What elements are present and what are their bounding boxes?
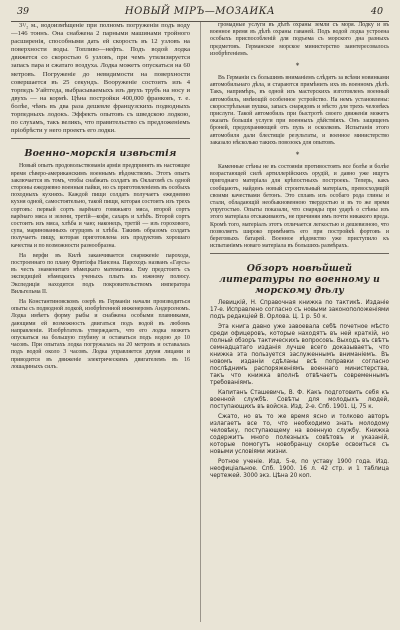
news-paragraph: На верфи въ Килѣ заканчивается снаряженіе парохода, построеннаго по плану Фритіофа Нансена. Пароходъ названъ «Гаусъ» въ честь знаменитаго нѣмецкаго математика. Ему предстоитъ съ экспедиціей нѣмецкихъ ученыхъ плыть къ южному полюсу. Экспедиція находится подъ покровительствомъ императора Вильгельма II.	[11, 252, 190, 295]
right-column	[210, 22, 389, 622]
page-number-right: 40	[370, 6, 383, 17]
review-entry: Ротное ученіе. Изд. 5-е, по уставу 1900 года. Изд. неофиціальное. Спб. 1900. 16 л. 42 стр. и 1 таблица чертежей. 3000 экз. Цѣна 20 коп.	[210, 459, 389, 480]
news-paragraph: На Константиновскомъ озерѣ въ Германіи начали производиться опыты съ подводной лодкой, изобрѣтенной инженеромъ Андерсеномъ. Лодка имѣетъ форму рыбы и снабжена особыми плавниками, дающими ей возможность двигаться подъ водой въ любомъ направленіи. Изобрѣтатель утверждаетъ, что его лодка можетъ опускаться на большую глубину и оставаться подъ водою до 10 часовъ. При опытахъ лодка погружалась на 20 метровъ и оставалась подъ водой около 3 часовъ. Лодка управляется двумя лицами и приводится въ движеніе электрическимъ двигателемъ въ 16 лошадиныхъ силъ.	[11, 298, 190, 370]
separator-stars: *	[295, 62, 304, 71]
naval-news-body	[11, 163, 190, 371]
section-heading-naval-news: Военно-морскія извѣстія	[24, 148, 177, 160]
page-number-left: 39	[17, 6, 30, 17]
submarine-continuation-paragraph: 3¹/₂ м., водоизмѣщеніе при полномъ погруженіи подъ воду—146 тоннъ. Она снабжена 2 парными машинами тройного расширенія, способными дать ей скорость въ 12 узловъ на поверхности воды. Топливо—нефть. Подъ водой лодка движется со скоростью 6 узловъ, при чемъ утилизируется запасъ пара и сжатаго воздуха. Лодка можетъ опускаться на 60 метровъ. Погруженіе до невидимости на поверхности совершается въ 25 секундъ. Вооруженіе состоитъ изъ 4 торпедъ Уайтгеда, выбрасываемыхъ изъ двухъ трубъ на носу и двухъ — на кормѣ. Цѣна постройки 400,000 франковъ, т. е. болѣе, чѣмъ въ два раза дешевле французскихъ подводныхъ торпедныхъ лодокъ. Эффектъ опытовъ съ шведскою лодкою, по слухамъ, такъ великъ, что правительство съ предложеніемъ пріобрѣсти у него проектъ его лодки.	[11, 22, 190, 135]
news-paragraph: Новый опытъ продовольствованія арміи предпринятъ въ настоящее время сѣверо-американскимъ военнымъ вѣдомствомъ. Этотъ опытъ заключается въ томъ, чтобы снабжать солдатъ въ Оклагомѣ съ одной стороны ежедневно военныя пайки, но съ приготовленіемъ въ особыхъ походныхъ кухняхъ. Каждой пищи солдатъ получаетъ ежедневно кухня одной, самостоятельно, такой пищи, которая состоитъ изъ трехъ сортовъ: первый сортъ варёнаго говяжьяго мяса, второй сортъ варёнаго мяса и зелени, третій—кофе, сахаръ и хлѣбъ. Второй сортъ состоитъ изъ мяса, хлѣба и чаю; наконецъ, третій — изъ горохового, супа, маринованныхъ огурцовъ и хлѣба. Такимъ образомъ солдатъ получаетъ пищу, которая приготовлена изъ продуктовъ хорошаго качества и по возможности разнообразна.	[11, 163, 190, 249]
review-body	[210, 300, 389, 480]
section-divider	[210, 253, 389, 257]
news-paragraph: Каменные стѣны не въ состояніи противостоять все болѣе и болѣе возрастающей силѣ артиллерійскихъ орудій, и давно уже ищутъ пригоднаго матеріала для крѣпостныхъ построекъ. Теперь, какъ сообщаютъ, найденъ новый строительный матеріалъ, превосходящій своими качествами бетонъ. Это сплавъ изъ особаго рода глины и стали, обладающій необыкновенною твердостью и въ то же время упругостью. Опыты показали, что снаряды при ударѣ о стѣны изъ этого матеріала отскакиваютъ, не причиняя имъ почти никакого вреда. Кромѣ того, матеріалъ этотъ отличается легкостью и дешевизною, что позволяетъ широко примѣнять его при постройкѣ фортовъ и береговыхъ батарей. Военное вѣдомство уже приступило къ испытаніямъ новаго матеріала въ большихъ размѣрахъ.	[210, 164, 389, 250]
column-rule	[200, 22, 201, 622]
review-entry: Капитанъ Сташевичъ, В. Ф. Какъ подготовить себя къ военной службѣ. Совѣты для молодыхъ людей, поступающихъ въ войска. Изд. 2-е. Спб. 1901. Ц. 75 к.	[210, 390, 389, 411]
running-title: НОВЫЙ МІРЪ—МОЗАИКА	[124, 6, 276, 17]
right-top-body	[210, 22, 389, 250]
review-entry: Левицкій, Н. Справочная книжка по тактикѣ. Изданіе 17-е. Исправлено согласно съ новыми законоположеніями подъ редакціей В. Орлова. Ц. 1 р. 50 к.	[210, 300, 389, 321]
two-column-body	[11, 22, 389, 622]
review-entry: Сжато, но въ то же время ясно и толково авторъ излагаетъ все то, что необходимо знать молодому человѣку, поступающему на военную службу. Книжка содержитъ много полезныхъ совѣтовъ и указаній, которые помогутъ новобранцу скорѣе освоиться съ новыми условіями жизни.	[210, 414, 389, 456]
left-column	[11, 22, 190, 622]
section-divider	[11, 138, 190, 142]
review-entry: Эта книга давно уже завоевала себѣ почетное мѣсто среди офицеровъ, которые находятъ въ ней краткій, но полный обзоръ тактическихъ вопросовъ. Выходъ въ свѣтъ семнадцатаго изданія лучше всего доказываетъ, что книжка эта пользуется заслуженнымъ вниманіемъ. Въ новомъ изданіи сдѣланы всѣ поправки согласно послѣднимъ распоряженіямъ военнаго министерства, такъ что книжка вполнѣ отвѣчаетъ современнымъ требованіямъ.	[210, 324, 389, 387]
news-paragraph: Въ Германіи съ большимъ вниманіемъ слѣдятъ за всѣми новинками автомобильнаго дѣла, и стараются примѣнить ихъ въ военномъ дѣлѣ. Такъ, напримѣръ, въ одной изъ мастерскихъ изготовленъ военный автомобиль, имѣющій особенное устройство. На немъ установлены: скорострѣльная пушка, запасъ снарядовъ и мѣсто для трехъ человѣкъ прислуги. Такой автомобиль при быстротѣ своего движенія можетъ оказать большія услуги при военныхъ дѣйствіяхъ. Онъ защищенъ броней, предохраняющей отъ пуль и осколковъ. Испытанія этого автомобиля дали блестящіе результаты, и военное министерство заказало нѣсколько такихъ повозокъ для опытовъ.	[210, 75, 389, 146]
page-header	[11, 5, 389, 22]
section-heading-literature-review: Обзоръ новѣйшей литературы по военному и морскому дѣлу	[218, 263, 381, 297]
separator-stars: *	[295, 151, 304, 160]
news-paragraph: громадные услуги въ дѣлѣ охраны земли съ моря. Лодку и въ военное время въ дѣлѣ охраны гаваней. Подъ водой лодка устроена особыхъ приспособленій для подъема съ морского дна разныхъ предметовъ. Германское морское министерство заинтересовалось изобрѣтеніемъ.	[210, 22, 389, 57]
